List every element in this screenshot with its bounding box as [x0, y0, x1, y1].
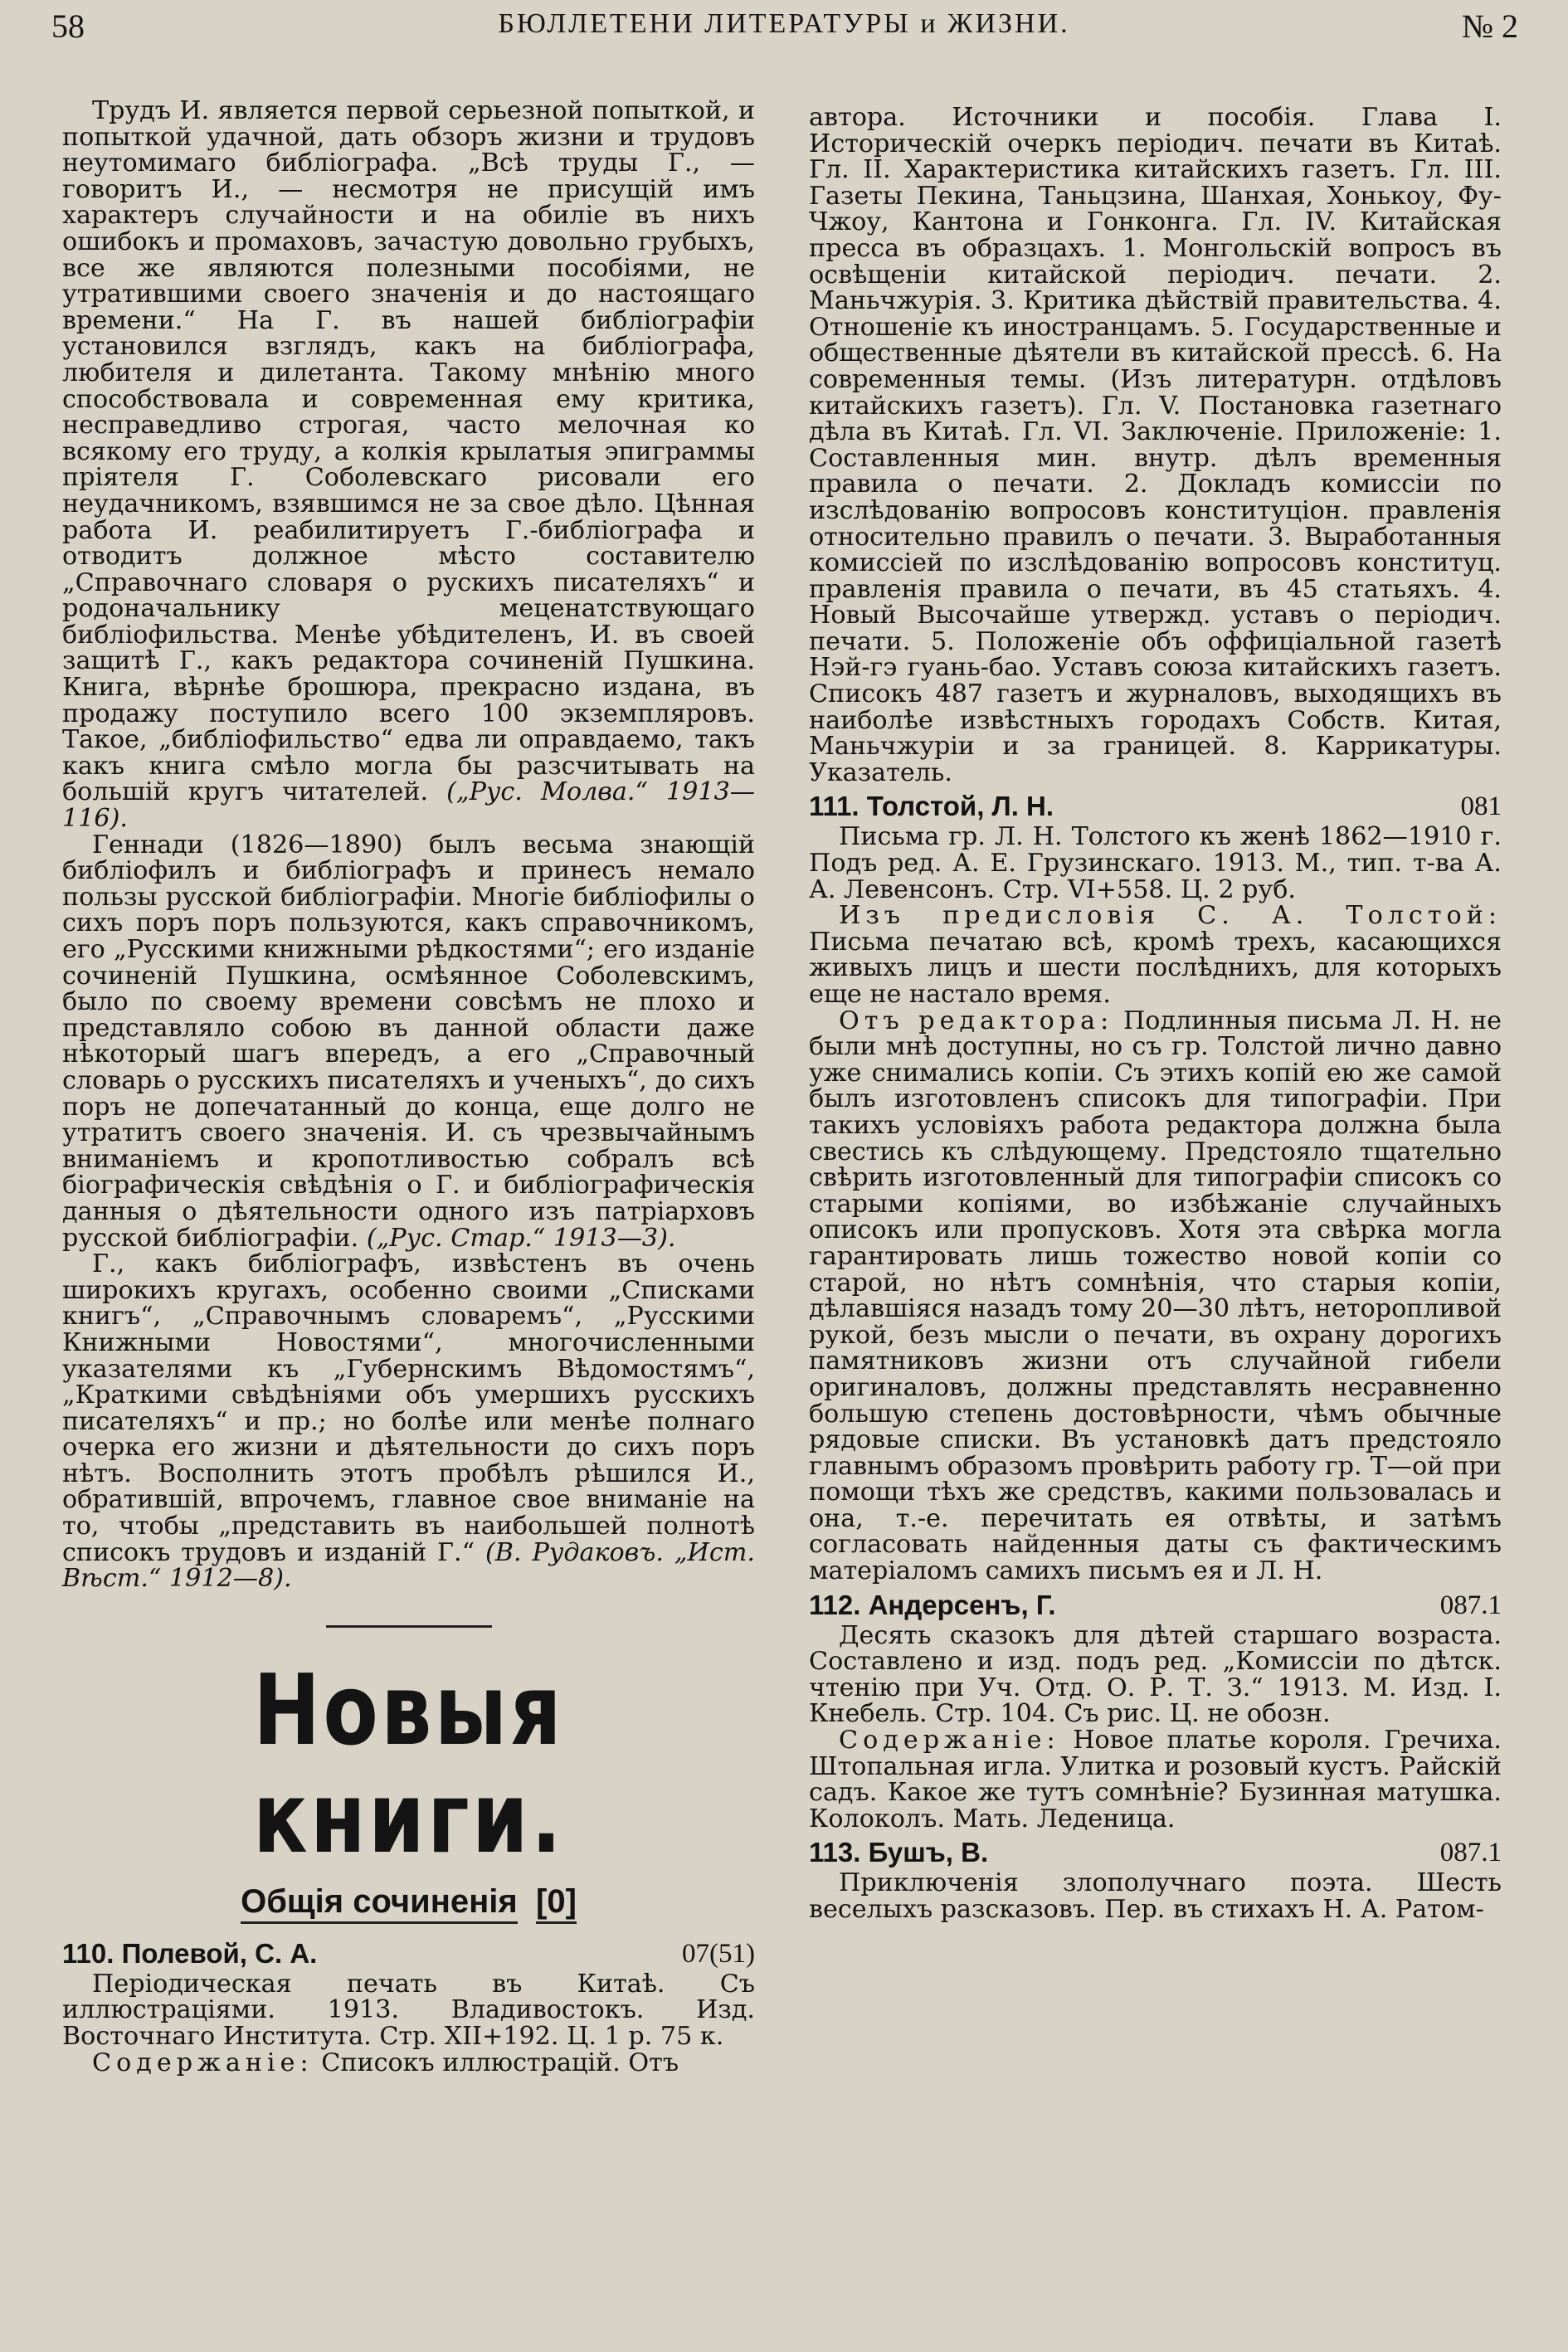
entry-111-description [809, 824, 1502, 903]
entry-111-preface-label: Изъ предисловія С. А. Толстой: [839, 901, 1502, 931]
entry-111-editor-text: Подлинныя письма Л. Н. не были мнѣ доступны, но съ гр. Толстой лично давно уже снимались копіи. Съ этихъ копій ею же самой былъ изготовленъ списокъ для типографіи. При такихъ условіяхъ работа редактора должна была свестись къ слѣдующему. Предстояло тщательно свѣрить изготовленный для типографіи списокъ со старыми копіями, во избѣжаніе случайныхъ описокъ или пропусковъ. Хотя эта свѣрка могла гарантировать лишь тожество новой копіи со старой, но нѣтъ сомнѣнія, что старыя копіи, дѣлавшіяся назадъ тому 20—30 лѣтъ, неторопливой рукой, безъ мысли о печати, въ охрану дорогихъ памятниковъ жизни отъ случайной гибели оригиналовъ, должны представлять несравненно большую степень достовѣрности, чѣмъ обычные рядовые списки. Въ установкѣ датъ предстояло главнымъ образомъ провѣрить работу гр. Т—ой при помощи тѣхъ же средствъ, какими пользовалась и она, т.-е. перечитать ея отвѣты, и затѣмъ согласовать найденныя даты съ фактическимъ матеріаломъ самихъ письмъ ея и Л. Н. [809, 1006, 1502, 1586]
section-heading-label: Общія сочиненія [241, 1883, 518, 1924]
entry-110-contents [62, 2050, 755, 2077]
entry-111-editor-note [809, 1008, 1502, 1585]
entry-110-contents-continued [809, 105, 1502, 786]
section-divider [326, 1625, 492, 1628]
issue-number: № 2 [1461, 7, 1518, 45]
entry-111-text: Письма гр. Л. Н. Толстого къ женѣ 1862—1910 г. Подъ ред. А. Е. Грузинскаго. 1913. М., тип. т-ва А. А. Левенсонъ. Стр. VI+558. Ц. 2 руб. [809, 822, 1502, 904]
entry-111-preface-text: Письма печатаю всѣ, кромѣ трехъ, касающихся живыхъ лицъ и шести послѣднихъ, для которыхъ еще не настало время. [809, 927, 1502, 1009]
entry-110-contents-text: автора. Источники и пособія. Глава I. Историческій очеркъ періодич. печати въ Китаѣ. Гл. II. Характеристика китайскихъ газетъ. Гл. III. Газеты Пекина, Таньцзина, Шанхая, Хонькоу, Фу-Чжоу, Кантона и Гонконга. Гл. IV. Китайская пресса въ образцахъ. 1. Монгольскій вопросъ въ освѣщеніи китайской періодич. печати. 2. Маньчжурія. 3. Критика дѣйствій правительства. 4. Отношеніе къ иностранцамъ. 5. Государственные и общественные дѣятели въ китайской прессѣ. 6. На современныя темы. (Изъ литературн. отдѣловъ китайскихъ газетъ). Гл. V. Постановка газетнаго дѣла въ Китаѣ. Гл. VI. Заключеніе. Приложеніе: 1. Составленныя мин. внутр. дѣлъ временныя правила о печати. 2. Докладъ комиссіи по изслѣдованію вопросовъ конституціон. правленія относительно правилъ о печати. 3. Выработанныя комиссіей по изслѣдованію вопросовъ конституц. правленія правила о печати, въ 45 статьяхъ. 4. Новый Высочайше утвержд. уставъ о періодич. печати. 5. Положеніе объ оффиціальной газетѣ Нэй-гэ гуань-бао. Уставъ союза китайскихъ газетъ. Списокъ 487 газетъ и журналовъ, выходящихъ въ наиболѣе извѣстныхъ городахъ Собств. Китая, Маньчжуріи и за границей. 8. Каррикатуры. Указатель. [809, 103, 1502, 787]
entry-110-text: Періодическая печать въ Китаѣ. Съ иллюстраціями. 1913. Владивостокъ. Изд. Восточнаго Института. Стр. XII+192. Ц. 1 р. 75 к. [62, 1969, 755, 2052]
review-text-1: Трудъ И. является первой серьезной попыткой, и попыткой удачной, дать обзоръ жизни и трудовъ неутомимаго библіографа. „Всѣ труды Г., — говоритъ И., — несмотря не присущій имъ характеръ случайности и на обиліе въ нихъ ошибокъ и промаховъ, зачастую довольно грубыхъ, все же являются полезными пособіями, не утратившими своего значенія и до настоящаго времени.“ На Г. въ нашей библіографіи установился взглядъ, какъ на библіографа, любителя и дилетанта. Такому мнѣнію много способствовала и современная ему критика, несправедливо строгая, часто мелочная ко всякому его труду, а колкія крылатыя эпиграммы пріятеля Г. Соболевскаго рисовали его неудачникомъ, взявшимся не за свое дѣло. Цѣнная работа И. реабилитируетъ Г.-библіографа и отводитъ должное мѣсто составителю „Справочнаго словаря о рускихъ писателяхъ“ и родоначальнику меценатствующаго библіофильства. Менѣе убѣдителенъ, И. въ своей защитѣ Г., какъ редактора сочиненій Пушкина. Книга, вѣрнѣе брошюра, прекрасно издана, въ продажу поступило всего 100 экземпляровъ. Такое, „библіофильство“ едва ли оправдаемо, такъ какъ книга смѣло могла бы разсчитывать на большій кругъ читателей. [62, 96, 755, 807]
entry-112-author: 112. Андерсенъ, Г. [809, 1589, 1056, 1620]
entry-112-heading [809, 1590, 1502, 1621]
entry-110-contents-label: Содержаніе: [92, 2048, 314, 2077]
running-header [0, 0, 1568, 50]
entry-112-contents-label: Содержаніе: [839, 1726, 1060, 1755]
entry-110-description [62, 1971, 755, 2050]
entry-110-author: 110. Полевой, С. А. [62, 1937, 318, 1969]
review-paragraph-1 [62, 98, 755, 832]
review-paragraph-3 [62, 1251, 755, 1592]
review-source-3: (В. Рудаковъ. „Ист. Вѣст.“ 1912—8). [62, 1537, 755, 1594]
entry-112-text: Десять сказокъ для дѣтей старшаго возраста. Составлено и изд. подъ ред. „Комиссіи по дѣтск. чтенію при Уч. Отд. О. Р. Т. З.“ 1913. М. Изд. І. Кнебель. Стр. 104. Съ рис. Ц. не обозн. [809, 1620, 1502, 1729]
entry-110-code: 07(51) [682, 1938, 755, 1969]
section-heading [62, 1880, 755, 1923]
entry-112-contents-text: Новое платье короля. Гречиха. Штопальная игла. Улитка и розовый кустъ. Райскій садъ. Какое же тутъ сомнѣніе? Бузинная матушка. Колоколъ. Мать. Леденица. [809, 1726, 1502, 1833]
review-source-1: („Рус. Молва.“ 1913—116). [62, 777, 755, 834]
entry-110-heading [62, 1938, 755, 1970]
right-column [809, 105, 1502, 1923]
entry-113-heading [809, 1837, 1502, 1868]
entry-113-author: 113. Бушъ, В. [809, 1837, 989, 1868]
left-column [62, 98, 755, 2076]
entry-113-text: Приключенія злополучнаго поэта. Шесть веселыхъ разсказовъ. Пер. въ стихахъ Н. А. Ратом- [809, 1868, 1502, 1924]
entry-111-heading [809, 791, 1502, 822]
review-text-2: Геннади (1826—1890) былъ весьма знающій библіофилъ и библіографъ и принесъ немало пользы русской библіографіи. Многіе библіофилы о сихъ поръ поръ пользуются, какъ справочникомъ, его „Русскими книжными рѣдкостями“; его изданіе сочиненій Пушкина, осмѣянное Соболевскимъ, было по своему времени совсѣмъ не плохо и представляло собою въ данной области даже нѣкоторый шагъ впередъ, а его „Справочный словарь о русскихъ писателяхъ и ученыхъ“, до сихъ поръ не допечатанный до конца, еще долго не утратитъ своего значенія. И. съ чрезвычайнымъ вниманіемъ и кропотливостью собралъ всѣ біографическія свѣдѣнія о Г. и библіографическія данныя о дѣятельности одного изъ патріарховъ русской библіографіи. [62, 830, 755, 1253]
review-paragraph-2 [62, 832, 755, 1252]
page-number: 58 [51, 7, 85, 45]
entry-112-contents [809, 1727, 1502, 1832]
new-books-heading: Новыя книги. [252, 1652, 565, 1875]
entry-112-code: 087.1 [1439, 1590, 1502, 1620]
section-heading-code: [0] [536, 1883, 577, 1924]
entry-111-editor-label: Отъ редактора: [839, 1006, 1114, 1035]
entry-110-contents-start: Списокъ иллюстрацій. Отъ [321, 2048, 679, 2077]
review-text-3: Г., какъ библіографъ, извѣстенъ въ очень широкихъ кругахъ, особенно своими „Списками книгъ“, „Справочнымъ словаремъ“, „Русскими Книжными Новостями“, многочисленными указателями къ „Губернскимъ Вѣдомостямъ“, „Краткими свѣдѣніями объ умершихъ русскихъ писателяхъ“ и пр.; но болѣе или менѣе полнаго очерка его жизни и дѣятельности до сихъ поръ нѣтъ. Восполнить этотъ пробѣлъ рѣшился И., обратившій, впрочемъ, главное свое вниманіе на то, чтобы „представить въ наибольшей полнотѣ списокъ трудовъ и изданій Г.“ [62, 1249, 755, 1567]
entry-113-description [809, 1870, 1502, 1922]
journal-title: БЮЛЛЕТЕНИ ЛИТЕРАТУРЫ и ЖИЗНИ. [498, 8, 1070, 39]
entry-111-code: 081 [1460, 791, 1502, 822]
entry-113-code: 087.1 [1439, 1838, 1502, 1868]
entry-111-preface [809, 903, 1502, 1007]
review-source-2: („Рус. Стар.“ 1913—3). [366, 1223, 676, 1253]
entry-112-description [809, 1620, 1502, 1729]
entry-111-author: 111. Толстой, Л. Н. [809, 791, 1054, 822]
